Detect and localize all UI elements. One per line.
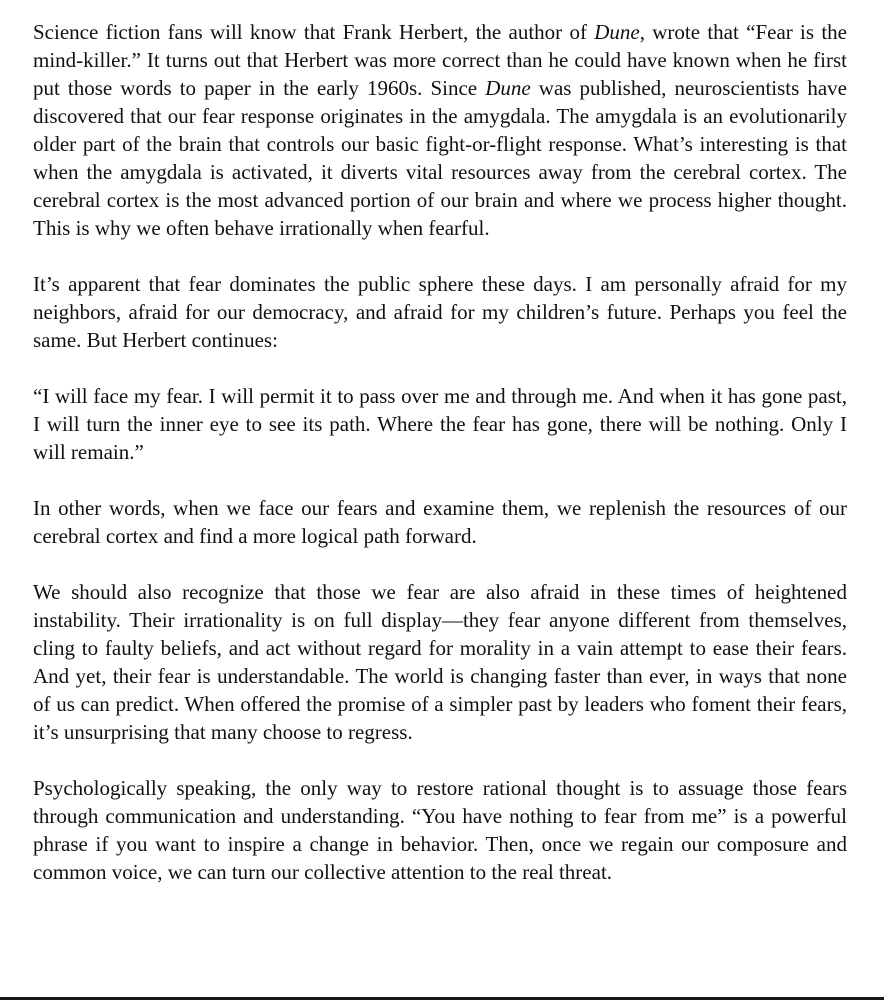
article-body	[33, 18, 847, 886]
book-title-dune: Dune	[485, 76, 531, 100]
paragraph-6: Psychologically speaking, the only way to restore rational thought is to assuage those fears through communication and understanding. “You have nothing to fear from me” is a powerful phrase if you want to inspire a change in behavior. Then, once we regain our composure and common voice, we can turn our collective attention to the real threat.	[33, 776, 847, 884]
paragraph-1	[33, 18, 847, 242]
paragraph-1-part-2: , wrote that “Fear is the mind-killer.” It turns out that Herbert was more correct than he could have known when he first put those words to paper in the early 1960s. Since	[33, 20, 847, 100]
paragraph-2: It’s apparent that fear dominates the public sphere these days. I am personally afraid for my neighbors, afraid for our democracy, and afraid for my children’s future. Perhaps you feel the same. But Herbert continues:	[33, 272, 847, 352]
paragraph-5: We should also recognize that those we fear are also afraid in these times of heightened instability. Their irrationality is on full display—they fear anyone different from themselves, cling to faulty beliefs, and act without regard for morality in a vain attempt to ease their fears. And yet, their fear is understandable. The world is changing faster than ever, in ways that none of us can predict. When offered the promise of a simpler past by leaders who foment their fears, it’s unsurprising that many choose to regress.	[33, 580, 847, 744]
book-title-dune: Dune	[594, 20, 640, 44]
paragraph-1-part-1: Science fiction fans will know that Frank Herbert, the author of	[33, 20, 595, 44]
paragraph-4: In other words, when we face our fears and examine them, we replenish the resources of our cerebral cortex and find a more logical path forward.	[33, 496, 847, 548]
paragraph-3-quote: “I will face my fear. I will permit it to pass over me and through me. And when it has gone past, I will turn the inner eye to see its path. Where the fear has gone, there will be nothing. Only I will remain.”	[33, 384, 847, 464]
paragraph-1-part-3: was published, neuroscientists have discovered that our fear response originates in the amygdala. The amygdala is an evolutionarily older part of the brain that controls our basic fight-or-flight response. What’s interesting is that when the amygdala is activated, it diverts vital resources away from the cerebral cortex. The cerebral cortex is the most advanced portion of our brain and where we process higher thought. This is why we often behave irrationally when fearful.	[33, 76, 848, 240]
